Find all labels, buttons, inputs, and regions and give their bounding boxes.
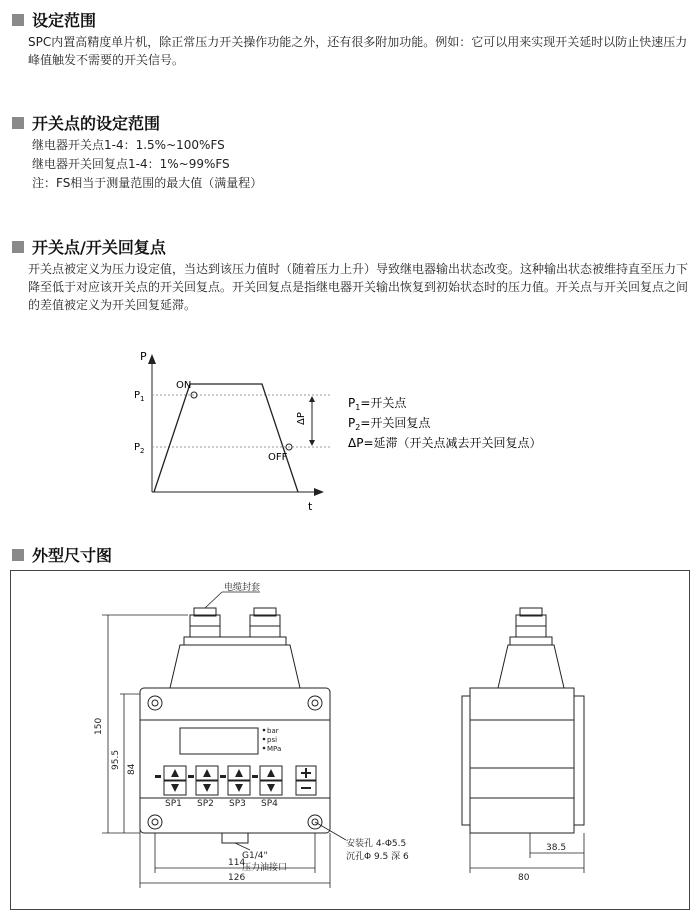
- bullet-square-icon: [12, 549, 24, 561]
- heading-setting-range: 设定范围: [12, 8, 688, 31]
- legend-delta: ΔP=延滞（开关点减去开关回复点）: [348, 436, 542, 450]
- corner-screw: [148, 696, 162, 710]
- dim-150: 150: [94, 717, 104, 735]
- svg-text:SP2: SP2: [197, 799, 214, 809]
- thread-label: G1/4": [242, 851, 268, 861]
- hysteresis-graph: [0, 340, 700, 520]
- side-dimensions: [470, 833, 584, 873]
- dim-38-5: 38.5: [546, 843, 567, 853]
- y-axis-label: P: [140, 350, 147, 363]
- button-glyphs: [155, 729, 311, 792]
- p1-axis-label: $P_1$: [134, 390, 145, 403]
- switch-point-line: 继电器开关点1-4：1.5%~100%FS: [32, 138, 225, 152]
- dim-114: 114: [228, 858, 246, 868]
- pressure-port: [222, 833, 248, 843]
- fs-note: 注：FS相当于测量范围的最大值（满量程）: [32, 176, 263, 190]
- bullet-square-icon: [12, 117, 24, 129]
- dim-84: 84: [127, 763, 137, 775]
- svg-text:MPa: MPa: [267, 745, 282, 753]
- setting-range-paragraph: SPC内置高精度单片机，除正常压力开关操作功能之外，还有很多附加功能。例如：它可以用来实现开关延时以防止快速压力峰值触发不需要的开关信号。: [28, 35, 688, 67]
- svg-text:psi: psi: [267, 736, 278, 744]
- section-switch-point-range: [12, 111, 688, 193]
- hysteresis-paragraph: 开关点被定义为压力设定值，当达到该压力值时（随着压力上升）导致继电器输出状态改变。这种输出状态被维持直至压力下降至低于对应该开关点的开关回复点。开关回复点是指继电器开关输出恢复到初始状态时的压力值。开关点与开关回复点之间的差值被定义为开关回复延滞。: [28, 262, 689, 312]
- counterbore-label: 沉孔Φ 9.5 深 6: [346, 852, 409, 862]
- side-view: [462, 608, 584, 833]
- cable-gland-label: 电缆封套: [224, 583, 261, 593]
- bullet-square-icon: [12, 241, 24, 253]
- delta-p-label: ΔP: [296, 412, 307, 425]
- mount-hole-label: 安装孔 4-Φ5.5: [346, 839, 407, 849]
- dimension-drawing: [10, 570, 690, 910]
- p2-axis-label: $P_2$: [134, 442, 145, 455]
- on-label: ON: [176, 380, 192, 391]
- dim-80: 80: [518, 873, 530, 883]
- dim-126: 126: [228, 873, 246, 883]
- corner-screw: [148, 815, 162, 829]
- legend-p2: $P_2=$开关回复点: [348, 416, 431, 432]
- heading-switch-point-range: 开关点的设定范围: [12, 111, 688, 134]
- housing-body: [140, 688, 330, 833]
- svg-text:SP1: SP1: [165, 799, 182, 809]
- port-label: 压力油接口: [242, 863, 288, 873]
- dim-95-5: 95.5: [111, 749, 121, 770]
- heading-switch-reset-point: 开关点/开关回复点: [12, 235, 688, 258]
- svg-text:SP4: SP4: [261, 799, 278, 809]
- reset-point-line: 继电器开关回复点1-4：1%~99%FS: [32, 157, 230, 171]
- legend-p1: $P_1=$开关点: [348, 396, 407, 412]
- delta-up-arrow-icon: [309, 396, 315, 402]
- x-axis-arrow-icon: [314, 488, 324, 496]
- svg-text:bar: bar: [267, 727, 279, 735]
- svg-text:SP3: SP3: [229, 799, 246, 809]
- display-window: [180, 728, 258, 754]
- top-cover: [170, 645, 300, 688]
- off-label: OFF: [268, 452, 288, 463]
- section-setting-range: [12, 8, 688, 69]
- y-axis-arrow-icon: [148, 354, 156, 364]
- x-axis-label: t: [308, 500, 313, 513]
- bullet-square-icon: [12, 14, 24, 26]
- setpoint-labels: [165, 799, 278, 809]
- heading-dimensions: 外型尺寸图: [12, 543, 688, 566]
- corner-screw: [308, 696, 322, 710]
- delta-down-arrow-icon: [309, 440, 315, 446]
- section-dimensions: [12, 543, 688, 566]
- pressure-curve: [154, 384, 298, 492]
- section-switch-reset-point: [12, 235, 688, 314]
- unit-labels: [267, 727, 281, 753]
